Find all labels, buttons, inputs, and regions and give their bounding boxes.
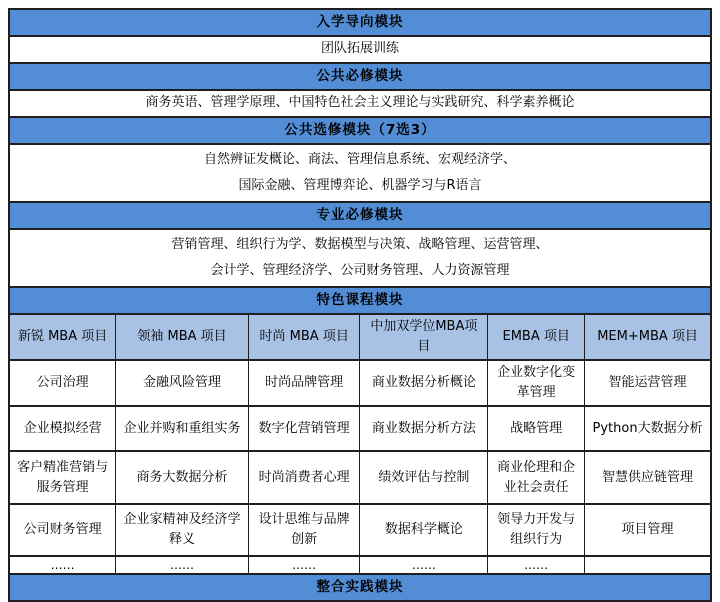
program-header-xinrui-mba: 新锐 MBA 项目	[9, 314, 116, 360]
ellipsis-cell: ……	[116, 556, 249, 574]
ellipsis-cell: ……	[248, 556, 360, 574]
module-content-major-required	[9, 229, 711, 287]
course-cell: 商业伦理和企业社会责任	[488, 451, 585, 504]
curriculum-table	[8, 8, 712, 602]
ellipsis-cell: ……	[9, 556, 116, 574]
course-cell: 智慧供应链管理	[585, 451, 711, 504]
module-row-public-elective	[9, 117, 711, 144]
orientation-module-content: 团队拓展训练	[9, 36, 711, 63]
orientation-module-header: 入学导向模块	[9, 9, 711, 36]
module-row-public-required	[9, 63, 711, 90]
module-row-major-required	[9, 202, 711, 229]
major-required-module-header: 专业必修模块	[9, 202, 711, 229]
public-required-module-header: 公共必修模块	[9, 63, 711, 90]
course-cell: 领导力开发与组织行为	[488, 504, 585, 556]
major-required-line-1: 营销管理、组织行为学、数据模型与决策、战略管理、运营管理、	[171, 236, 549, 252]
course-cell: 金融风险管理	[116, 360, 249, 406]
course-cell: 数字化营销管理	[248, 406, 360, 451]
course-cell: 公司治理	[9, 360, 116, 406]
course-cell: 战略管理	[488, 406, 585, 451]
course-cell: 时尚品牌管理	[248, 360, 360, 406]
course-row-3	[9, 451, 711, 504]
public-elective-line-1: 自然辨证发概论、商法、管理信息系统、宏观经济学、	[203, 151, 516, 167]
program-header-row	[9, 314, 711, 360]
program-header-shishang-mba: 时尚 MBA 项目	[248, 314, 360, 360]
course-cell: 时尚消费者心理	[248, 451, 360, 504]
module-row-orientation	[9, 9, 711, 36]
course-cell: 智能运营管理	[585, 360, 711, 406]
module-content-orientation	[9, 36, 711, 63]
course-cell: 企业模拟经营	[9, 406, 116, 451]
public-required-module-content: 商务英语、管理学原理、中国特色社会主义理论与实践研究、科学素养概论	[9, 90, 711, 117]
ellipsis-cell: ……	[360, 556, 488, 574]
course-row-ellipsis	[9, 556, 711, 574]
major-required-line-2: 会计学、管理经济学、公司财务管理、人力资源管理	[210, 262, 510, 278]
course-cell: 商业数据分析概论	[360, 360, 488, 406]
public-elective-module-content	[9, 144, 711, 202]
course-cell: 项目管理	[585, 504, 711, 556]
program-header-lingxiu-mba: 领袖 MBA 项目	[116, 314, 249, 360]
module-row-special-courses	[9, 287, 711, 314]
course-row-2	[9, 406, 711, 451]
course-row-1	[9, 360, 711, 406]
course-cell: 数据科学概论	[360, 504, 488, 556]
program-header-mem-mba: MEM+MBA 项目	[585, 314, 711, 360]
module-row-integrated-practice	[9, 574, 711, 601]
course-cell: 客户精准营销与服务管理	[9, 451, 116, 504]
program-header-emba: EMBA 项目	[488, 314, 585, 360]
course-cell: 公司财务管理	[9, 504, 116, 556]
program-header-dual-degree-mba: 中加双学位MBA项目	[360, 314, 488, 360]
integrated-practice-module-header: 整合实践模块	[9, 574, 711, 601]
ellipsis-cell-empty	[585, 556, 711, 574]
public-elective-line-2: 国际金融、管理博弈论、机器学习与R语言	[238, 177, 482, 193]
course-cell: 商业数据分析方法	[360, 406, 488, 451]
module-content-public-required	[9, 90, 711, 117]
course-cell: 绩效评估与控制	[360, 451, 488, 504]
course-row-4	[9, 504, 711, 556]
module-content-public-elective	[9, 144, 711, 202]
course-cell: 设计思维与品牌创新	[248, 504, 360, 556]
course-cell: 企业数字化变革管理	[488, 360, 585, 406]
public-elective-module-header: 公共选修模块（7选3）	[9, 117, 711, 144]
ellipsis-cell: ……	[488, 556, 585, 574]
major-required-module-content	[9, 229, 711, 287]
course-cell: Python大数据分析	[585, 406, 711, 451]
special-courses-module-header: 特色课程模块	[9, 287, 711, 314]
course-cell: 企业并购和重组实务	[116, 406, 249, 451]
course-cell: 商务大数据分析	[116, 451, 249, 504]
course-cell: 企业家精神及经济学释义	[116, 504, 249, 556]
